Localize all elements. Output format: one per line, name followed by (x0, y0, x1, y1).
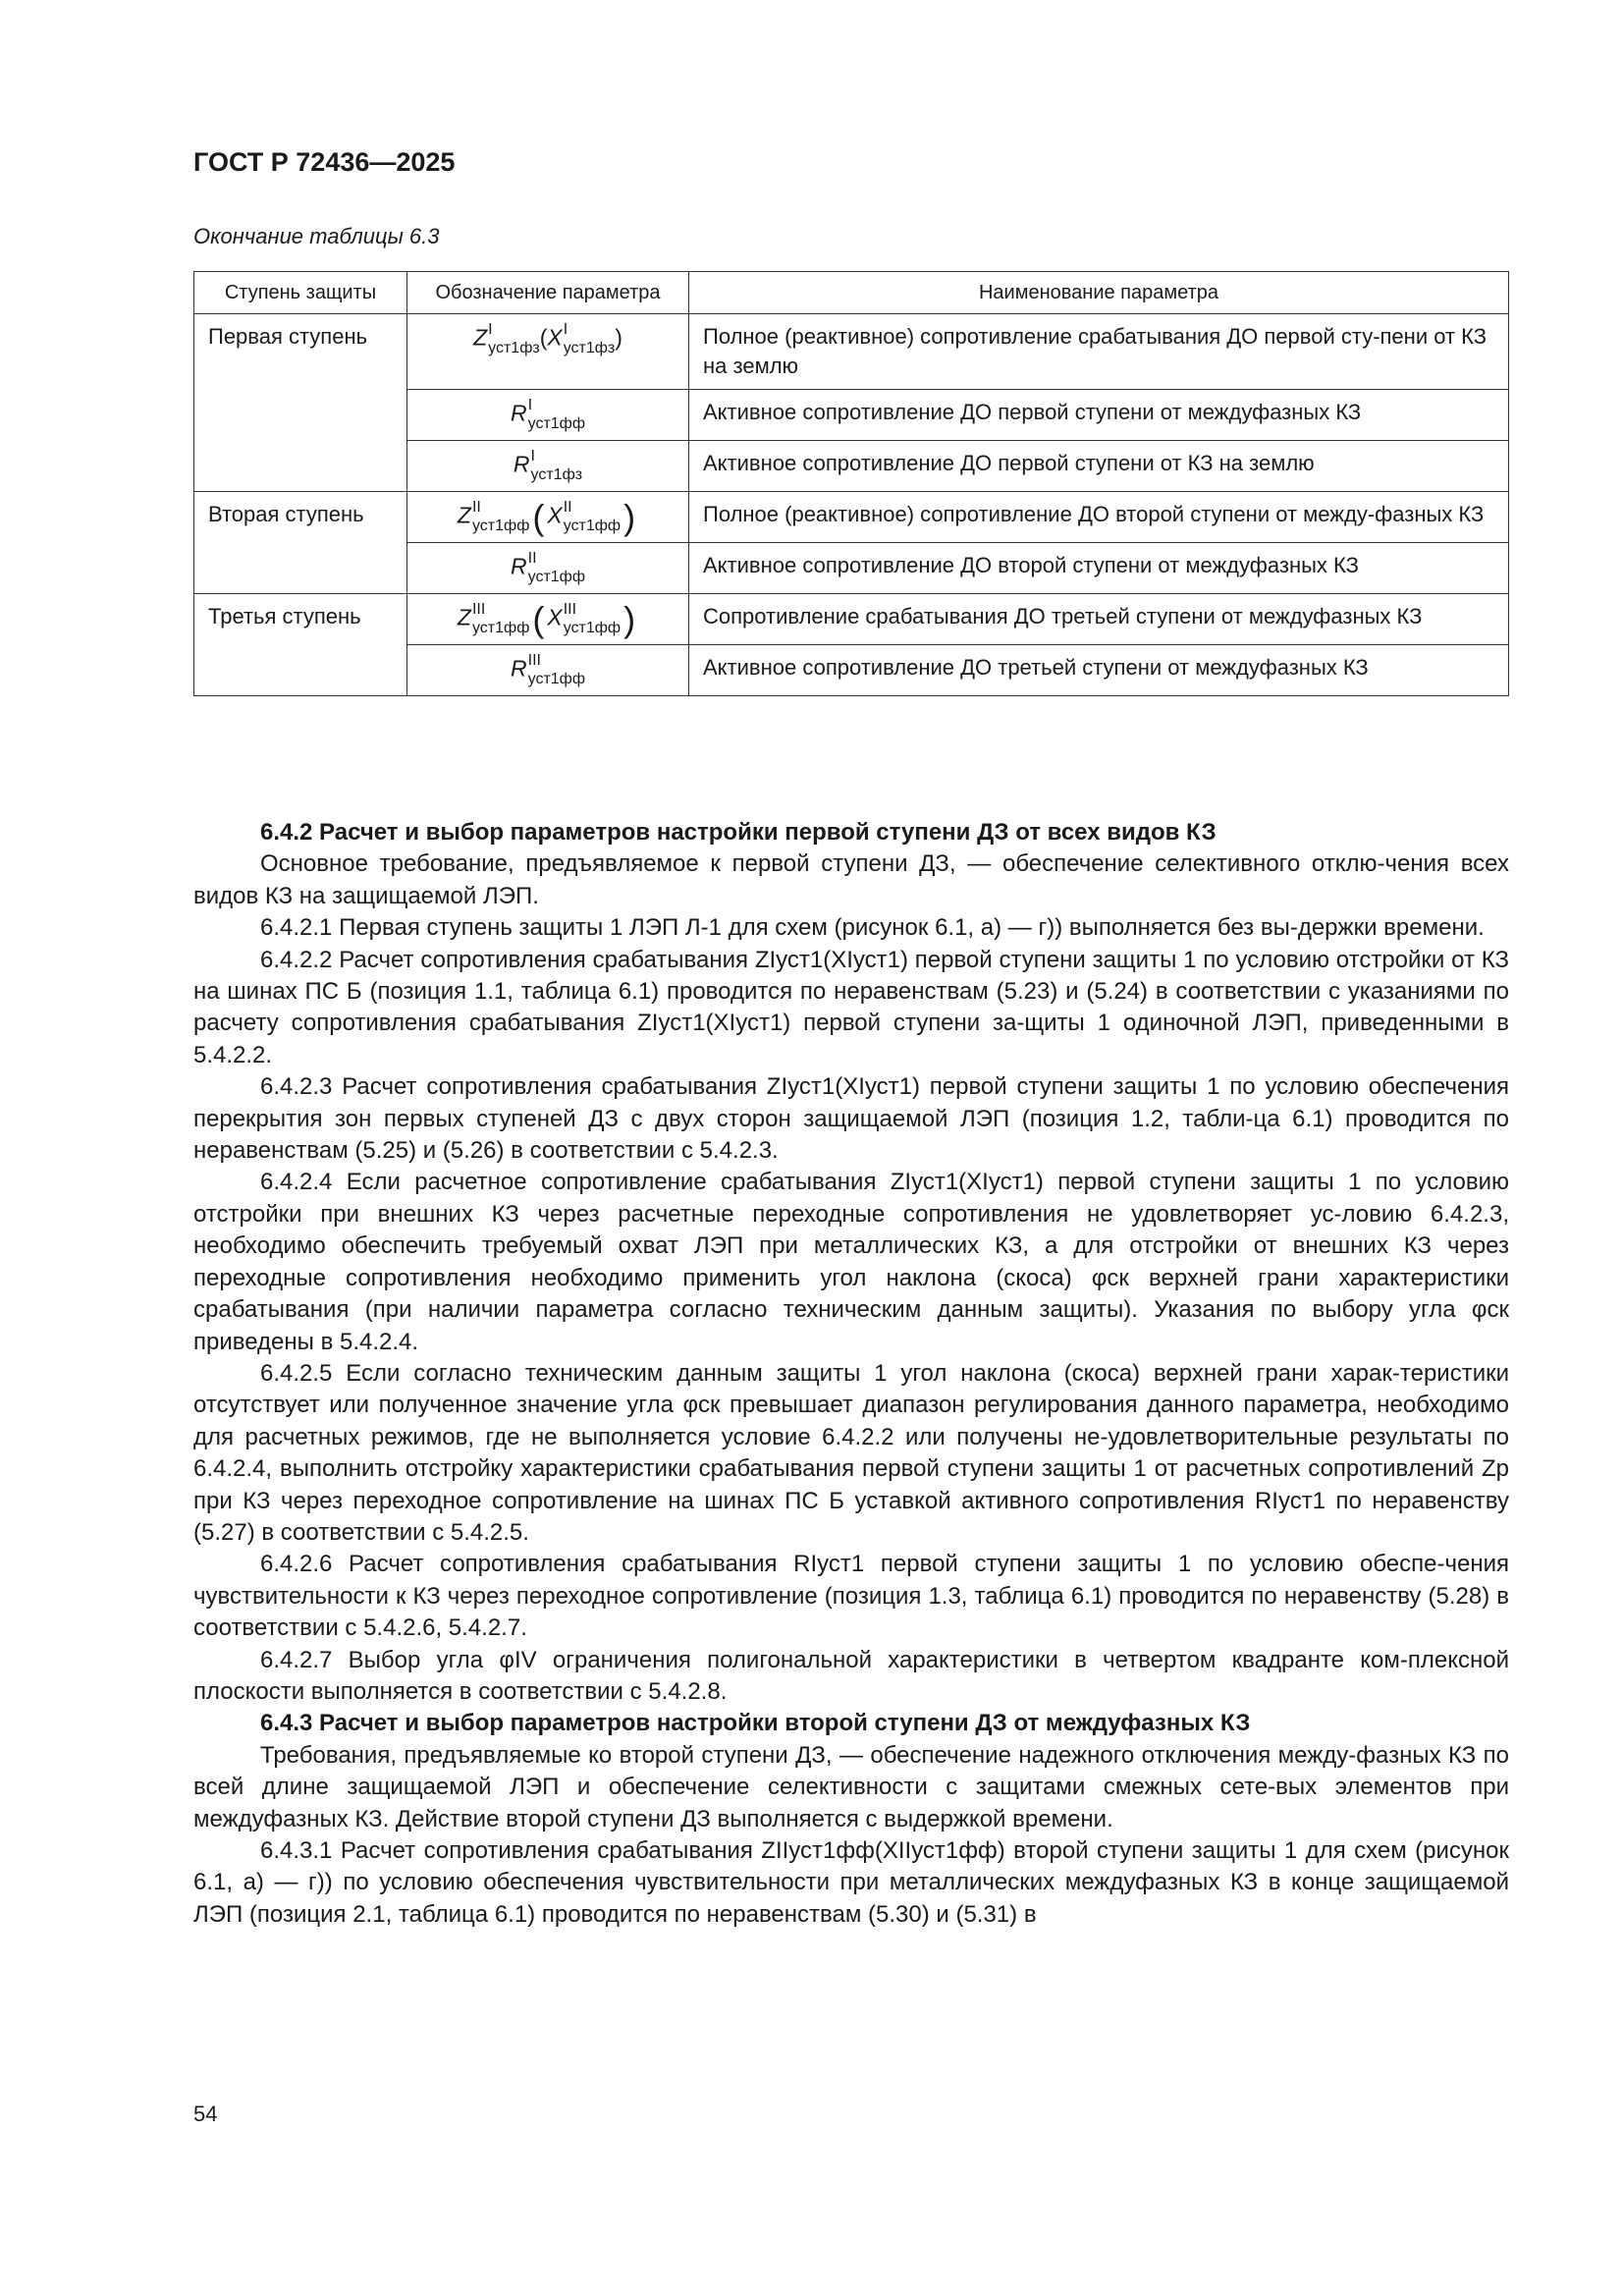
paragraph: Основное требование, предъявляемое к первой ступени ДЗ, — обеспечение селективного отклю-чения всех видов КЗ на защищаемой ЛЭП. (193, 850, 1509, 909)
paragraph: 6.4.2.7 Выбор угла φIV ограничения полигональной характеристики в четвертом квадранте ком-плексной плоскости выполняется в соответствии с 5.4.2.8. (193, 1646, 1509, 1705)
symbol-formula: Z II уст1фф ( X II уст1фф ) (457, 496, 636, 537)
symbol-cell (407, 390, 689, 441)
stage-cell: Вторая ступень (194, 492, 407, 543)
table-header-row (194, 272, 1509, 314)
stage-cell: Первая ступень (194, 314, 407, 390)
table-row (194, 492, 1509, 543)
symbol-formula: Z I уст1фз (X I уст1фз ) (473, 321, 622, 356)
paragraph: 6.4.2.5 Если согласно техническим данным защиты 1 угол наклона (скоса) верхней грани харак-теристики отсутствует или полученное значение угла φск превышает диапазон регулирования данного параметра, необходимо для расчетных режимов, где не выполняется условие 6.4.2.2 или получены не-удовлетворительные результаты по 6.4.2.4, выполнить отстройку характеристики срабатывания первой ступени защиты 1 от расчетных сопротивлений Zр при КЗ через переходное сопротивление на шинах ПС Б уставкой активного сопротивления RIуст1 по неравенству (5.27) в соответствии с 5.4.2.5. (193, 1359, 1509, 1546)
name-cell: Полное (реактивное) сопротивление срабатывания ДО первой сту-пени от КЗ на землю (689, 314, 1509, 390)
symbol-formula: R II уст1фф (511, 550, 585, 585)
name-cell: Активное сопротивление ДО первой ступени от междуфазных КЗ (689, 390, 1509, 441)
column-header: Наименование параметра (689, 272, 1509, 314)
paragraph: 6.4.2.4 Если расчетное сопротивление срабатывания ZIуст1(XIуст1) первой ступени защиты 1 по условию отстройки при внешних КЗ через расчетные переходные сопротивления не удовлетворяет ус-ловию 6.4.2.3, необходимо обеспечить требуемый охват ЛЭП при металлических КЗ, а для отстройки от внешних КЗ через переходные сопротивления необходимо применить угол наклона (скоса) φск верхней грани характеристики срабатывания (при наличии параметра согласно техническим данным защиты). Указания по выбору угла φск приведены в 5.4.2.4. (193, 1169, 1509, 1355)
table-row (194, 645, 1509, 696)
name-cell: Активное сопротивление ДО третьей ступени от междуфазных КЗ (689, 645, 1509, 696)
symbol-cell (407, 492, 689, 543)
section-heading: 6.4.3 Расчет и выбор параметров настройки второй ступени ДЗ от междуфазных КЗ (260, 1710, 1251, 1737)
name-cell: Полное (реактивное) сопротивление ДО второй ступени от между-фазных КЗ (689, 492, 1509, 543)
name-cell: Активное сопротивление ДО второй ступени от междуфазных КЗ (689, 543, 1509, 594)
paragraph: 6.4.2.2 Расчет сопротивления срабатывания ZIуст1(XIуст1) первой ступени защиты 1 по условию отстройки от КЗ на шинах ПС Б (позиция 1.1, таблица 6.1) проводится по неравенствам (5.23) и (5.24) в соответствии с указаниями по расчету сопротивления срабатывания ZIуст1(XIуст1) первой ступени за-щиты 1 одиночной ЛЭП, приведенными в 5.4.2.2. (193, 946, 1509, 1068)
page-number: 54 (193, 2102, 218, 2126)
section-heading: 6.4.2 Расчет и выбор параметров настройки первой ступени ДЗ от всех видов КЗ (260, 819, 1217, 846)
table-row (194, 594, 1509, 645)
paragraph: Требования, предъявляемые ко второй ступени ДЗ, — обеспечение надежного отключения между-фазных КЗ по всей длине защищаемой ЛЭП и обеспечение селективности с защитами смежных сете-вых элементов при междуфазных КЗ. Действие второй ступени ДЗ выполняется с выдержкой времени. (193, 1741, 1509, 1832)
symbol-cell (407, 594, 689, 645)
column-header: Обозначение параметра (407, 272, 689, 314)
symbol-formula: R III уст1фф (511, 652, 585, 687)
standard-code: ГОСТ Р 72436—2025 (193, 147, 456, 177)
table-row (194, 543, 1509, 594)
stage-cell-empty (194, 441, 407, 492)
parameters-table (193, 271, 1509, 696)
symbol-formula: R I уст1фф (511, 397, 585, 432)
table-row (194, 441, 1509, 492)
paragraph: 6.4.3.1 Расчет сопротивления срабатывания ZIIуст1фф(XIIуст1фф) второй ступени защиты 1 для схем (рисунок 6.1, а) — г)) по условию обеспечения чувствительности при металлических междуфазных КЗ в конце защищаемой ЛЭП (позиция 2.1, таблица 6.1) проводится по неравенствам (5.30) и (5.31) в (193, 1837, 1509, 1928)
name-cell: Сопротивление срабатывания ДО третьей ступени от междуфазных КЗ (689, 594, 1509, 645)
stage-cell-empty (194, 645, 407, 696)
symbol-cell (407, 441, 689, 492)
symbol-cell (407, 543, 689, 594)
paragraph: 6.4.2.6 Расчет сопротивления срабатывания RIуст1 первой ступени защиты 1 по условию обеспе-чения чувствительности к КЗ через переходное сопротивление (позиция 1.3, таблица 6.1) проводится по неравенству (5.28) в соответствии с 5.4.2.6, 5.4.2.7. (193, 1551, 1509, 1642)
table-caption: Окончание таблицы 6.3 (193, 224, 440, 248)
name-cell: Активное сопротивление ДО первой ступени от КЗ на землю (689, 441, 1509, 492)
stage-cell: Третья ступень (194, 594, 407, 645)
stage-cell-empty (194, 390, 407, 441)
body-text (193, 817, 1509, 1931)
paragraph: 6.4.2.3 Расчет сопротивления срабатывания ZIуст1(XIуст1) первой ступени защиты 1 по условию обеспечения перекрытия зон первых ступеней ДЗ с двух сторон защищаемой ЛЭП (позиция 1.2, табли-ца 6.1) проводится по неравенствам (5.25) и (5.26) в соответствии с 5.4.2.3. (193, 1073, 1509, 1165)
symbol-formula: R I уст1фз (513, 448, 583, 483)
table-row (194, 314, 1509, 390)
column-header: Ступень защиты (194, 272, 407, 314)
symbol-cell (407, 314, 689, 390)
paragraph: 6.4.2.1 Первая ступень защиты 1 ЛЭП Л-1 для схем (рисунок 6.1, а) — г)) выполняется без вы-держки времени. (260, 914, 1485, 942)
symbol-cell (407, 645, 689, 696)
symbol-formula: Z III уст1фф ( X III уст1фф ) (457, 598, 636, 639)
table-row (194, 390, 1509, 441)
stage-cell-empty (194, 543, 407, 594)
